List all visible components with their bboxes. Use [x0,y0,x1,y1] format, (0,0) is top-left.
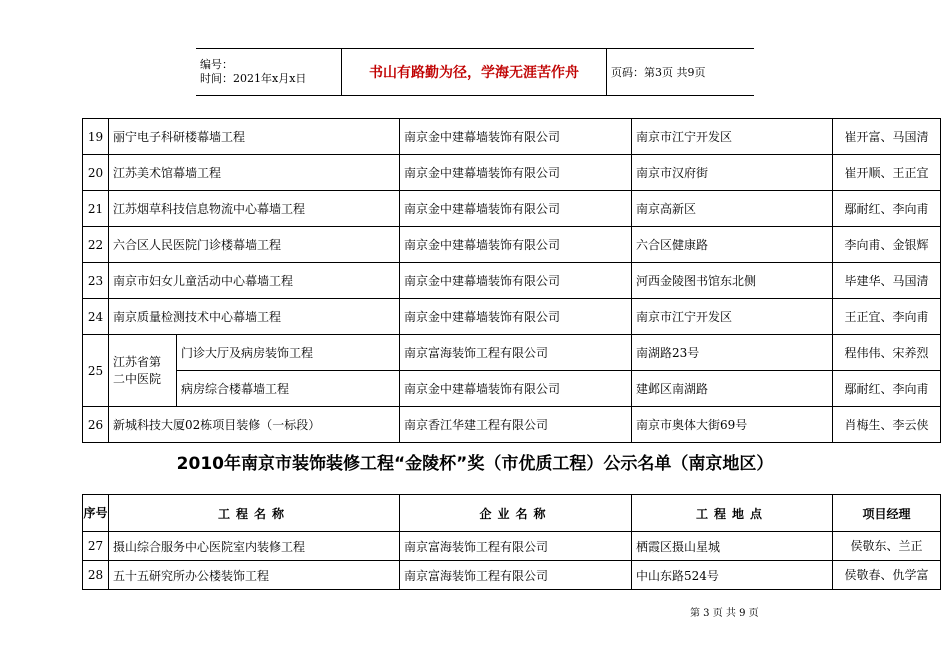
header-company: 企业名称 [400,495,632,532]
page-header [196,48,754,96]
project-location: 南京市江宁开发区 [632,299,833,335]
company-name: 南京金中建幕墙装饰有限公司 [400,191,632,227]
project-manager: 崔开顺、王正宜 [833,155,941,191]
project-location: 南湖路23号 [632,335,833,371]
table-row [83,335,941,371]
project-name: 南京市妇女儿童活动中心幕墙工程 [109,263,400,299]
row-number: 23 [83,263,109,299]
company-name: 南京香江华建工程有限公司 [400,407,632,443]
number-label: 编号： [200,58,233,71]
table-row [83,532,941,561]
project-location: 河西金陵图书馆东北侧 [632,263,833,299]
page-footer: 第 3 页 共 9 页 [690,608,759,619]
header-no: 序号 [83,495,109,532]
company-name: 南京金中建幕墙装饰有限公司 [400,155,632,191]
row-number: 26 [83,407,109,443]
row-number: 21 [83,191,109,227]
company-name: 南京金中建幕墙装饰有限公司 [400,227,632,263]
project-manager: 鄢耐红、李向甫 [833,191,941,227]
table-row [83,227,941,263]
header-motto: 书山有路勤为径，学海无涯苦作舟 [342,49,607,96]
table-header-row [83,495,941,532]
table-row [83,155,941,191]
row-number: 22 [83,227,109,263]
header-manager: 项目经理 [833,495,941,532]
project-location: 中山东路524号 [632,561,833,590]
table-row [83,263,941,299]
project-manager: 侯敬东、兰正 [833,532,941,561]
table-row [83,561,941,590]
project-name: 新城科技大厦02栋项目装修（一标段） [109,407,400,443]
projects-table [82,118,941,443]
project-name: 丽宁电子科研楼幕墙工程 [109,119,400,155]
header-name: 工程名称 [109,495,400,532]
company-name: 南京富海装饰工程有限公司 [400,532,632,561]
row-number: 20 [83,155,109,191]
table-row [83,191,941,227]
project-name: 摄山综合服务中心医院室内装修工程 [109,532,400,561]
company-name: 南京金中建幕墙装饰有限公司 [400,119,632,155]
project-manager: 王正宜、李向甫 [833,299,941,335]
award-list-table [82,494,941,590]
project-name: 五十五研究所办公楼装饰工程 [109,561,400,590]
project-location: 南京市汉府街 [632,155,833,191]
table-row [83,371,941,407]
table-row [83,299,941,335]
project-manager: 程伟伟、宋养烈 [833,335,941,371]
row-number: 24 [83,299,109,335]
row-number: 28 [83,561,109,590]
project-group: 江苏省第二中医院 [109,335,177,407]
company-name: 南京富海装饰工程有限公司 [400,335,632,371]
project-manager: 鄢耐红、李向甫 [833,371,941,407]
project-location: 建邺区南湖路 [632,371,833,407]
project-name: 江苏烟草科技信息物流中心幕墙工程 [109,191,400,227]
company-name: 南京金中建幕墙装饰有限公司 [400,371,632,407]
project-location: 栖霞区摄山星城 [632,532,833,561]
company-name: 南京金中建幕墙装饰有限公司 [400,299,632,335]
header-meta [196,49,342,96]
row-number: 19 [83,119,109,155]
project-name: 江苏美术馆幕墙工程 [109,155,400,191]
header-location: 工程地点 [632,495,833,532]
date-label: 时间：2021年x月x日 [200,72,307,85]
row-number: 25 [83,335,109,407]
project-location: 六合区健康路 [632,227,833,263]
project-location: 南京市奥体大街69号 [632,407,833,443]
project-manager: 崔开富、马国清 [833,119,941,155]
company-name: 南京金中建幕墙装饰有限公司 [400,263,632,299]
project-manager: 侯敬春、仇学富 [833,561,941,590]
section-title: 2010年南京市装饰装修工程“金陵杯”奖（市优质工程）公示名单（南京地区） [176,454,774,474]
company-name: 南京富海装饰工程有限公司 [400,561,632,590]
table-row [83,407,941,443]
project-name: 病房综合楼幕墙工程 [177,371,400,407]
project-location: 南京高新区 [632,191,833,227]
table-row [83,119,941,155]
project-manager: 李向甫、金银辉 [833,227,941,263]
project-manager: 毕建华、马国清 [833,263,941,299]
project-name: 门诊大厅及病房装饰工程 [177,335,400,371]
header-page-label: 页码：第3页 共9页 [607,49,755,96]
project-manager: 肖梅生、李云侠 [833,407,941,443]
project-name: 南京质量检测技术中心幕墙工程 [109,299,400,335]
row-number: 27 [83,532,109,561]
project-name: 六合区人民医院门诊楼幕墙工程 [109,227,400,263]
project-location: 南京市江宁开发区 [632,119,833,155]
